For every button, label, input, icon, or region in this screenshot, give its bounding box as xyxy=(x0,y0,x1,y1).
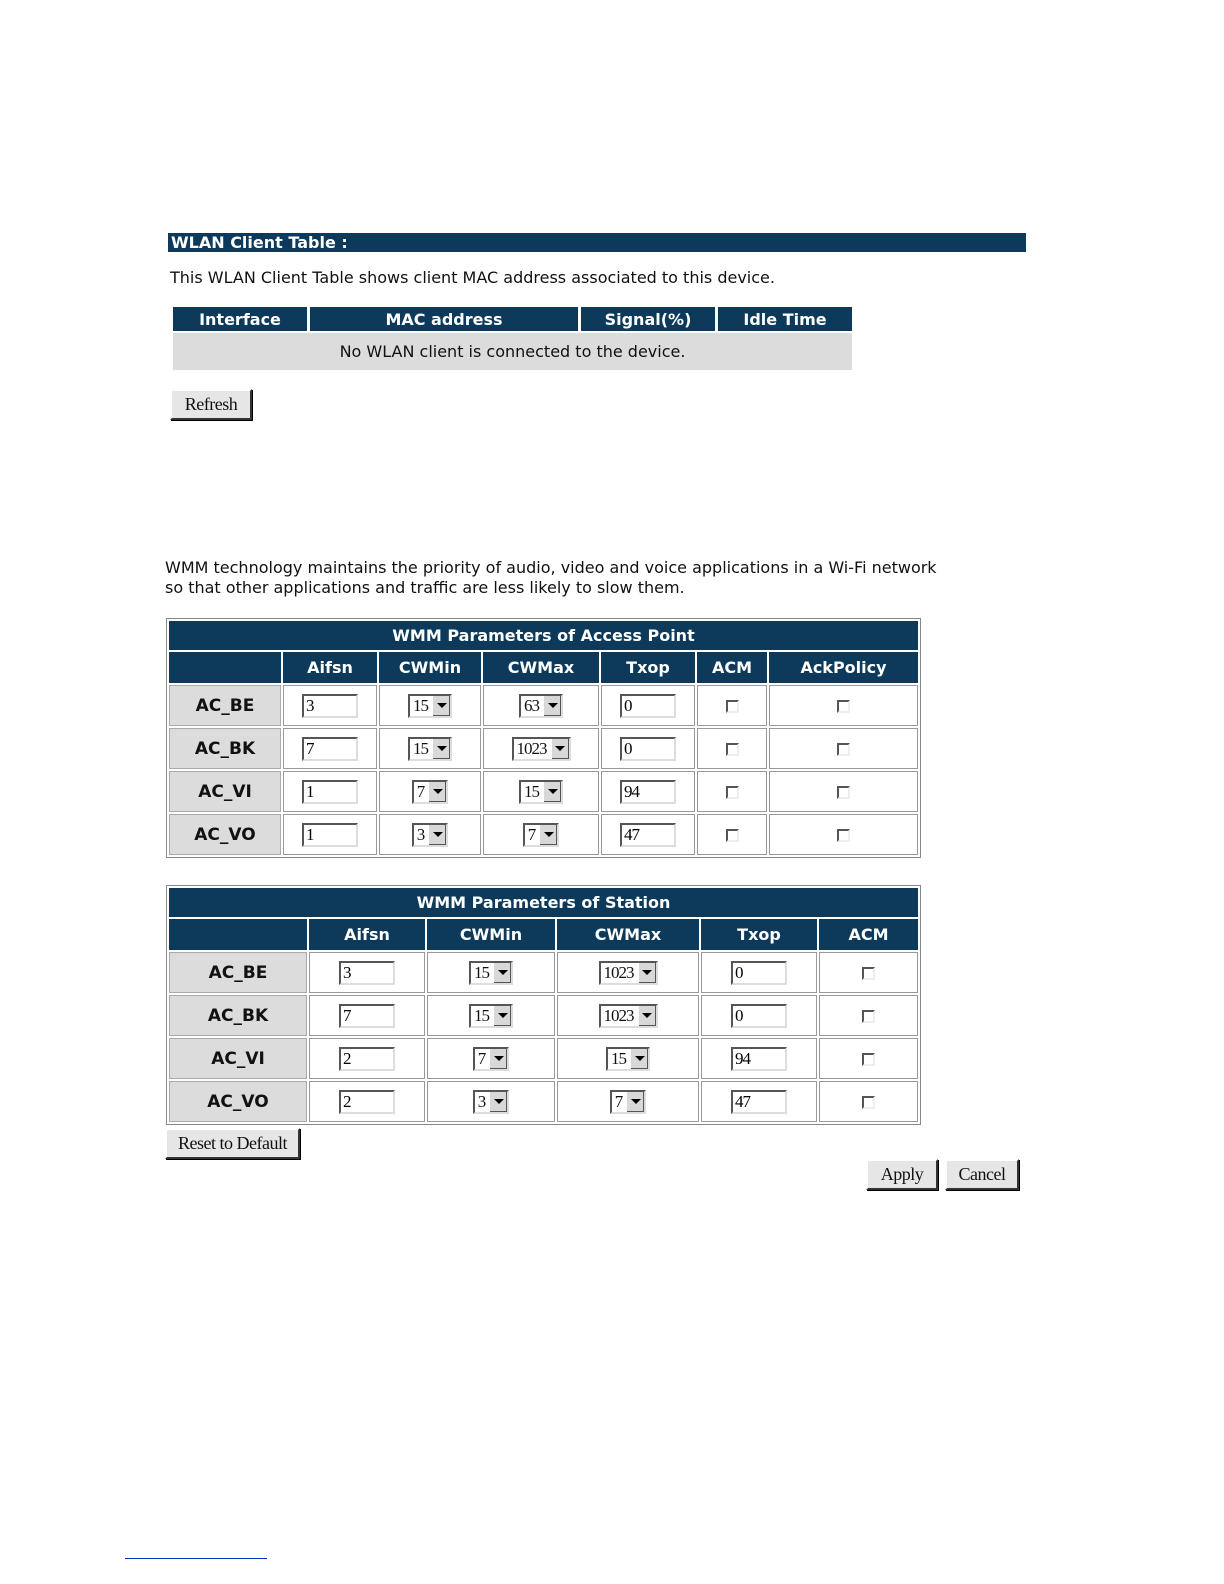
acm-cell xyxy=(819,1081,918,1122)
table-row xyxy=(169,771,918,812)
aifsn-cell xyxy=(309,952,425,993)
cwmin-select-value: 15 xyxy=(413,695,428,715)
cwmax-select-value: 1023 xyxy=(603,1005,634,1025)
aifsn-cell xyxy=(283,685,377,726)
chevron-down-icon[interactable] xyxy=(428,782,446,802)
column-header-interface: Interface xyxy=(173,307,307,333)
chevron-down-icon[interactable] xyxy=(489,1092,507,1112)
chevron-down-icon[interactable] xyxy=(432,739,450,759)
access-category-label: AC_BK xyxy=(169,728,281,769)
aifsn-cell xyxy=(283,728,377,769)
aifsn-cell xyxy=(309,1081,425,1122)
chevron-down-icon[interactable] xyxy=(489,1049,507,1069)
column-header-txop: Txop xyxy=(601,652,695,683)
cwmax-select[interactable] xyxy=(519,694,563,718)
cwmax-cell xyxy=(483,771,599,812)
chevron-down-icon[interactable] xyxy=(638,963,656,983)
aifsn-cell xyxy=(283,771,377,812)
txop-cell xyxy=(701,995,817,1036)
cwmax-select[interactable] xyxy=(599,1004,658,1028)
chevron-down-icon[interactable] xyxy=(543,782,561,802)
aifsn-input[interactable] xyxy=(339,1047,395,1071)
ackpolicy-cell xyxy=(769,814,918,855)
cwmin-cell xyxy=(379,685,481,726)
acm-cell xyxy=(819,1038,918,1079)
cwmin-select[interactable] xyxy=(408,694,452,718)
table-row xyxy=(169,814,918,855)
chevron-down-icon[interactable] xyxy=(539,825,557,845)
acm-checkbox[interactable] xyxy=(726,786,739,799)
cwmax-cell xyxy=(557,1081,699,1122)
txop-input[interactable] xyxy=(731,1047,787,1071)
wmm-description xyxy=(165,558,1025,598)
cwmin-select[interactable] xyxy=(408,737,452,761)
aifsn-input[interactable] xyxy=(339,1090,395,1114)
txop-cell xyxy=(701,952,817,993)
cwmax-select-value: 15 xyxy=(524,781,539,801)
chevron-down-icon[interactable] xyxy=(630,1049,648,1069)
wlan-client-table-description: This WLAN Client Table shows client MAC address associated to this device. xyxy=(170,268,775,287)
acm-checkbox[interactable] xyxy=(726,700,739,713)
cwmax-select-value: 7 xyxy=(527,824,536,844)
cwmin-cell xyxy=(427,952,555,993)
chevron-down-icon[interactable] xyxy=(626,1092,644,1112)
cwmin-cell xyxy=(379,728,481,769)
cwmax-cell xyxy=(483,685,599,726)
column-header-cwmax: CWMax xyxy=(483,652,599,683)
access-category-label: AC_BK xyxy=(169,995,307,1036)
cwmin-select[interactable] xyxy=(473,1047,510,1071)
cwmax-select-value: 1023 xyxy=(603,962,634,982)
aifsn-input[interactable] xyxy=(302,694,358,718)
cwmin-select-value: 3 xyxy=(477,1091,486,1111)
acm-checkbox[interactable] xyxy=(726,743,739,756)
cwmin-select[interactable] xyxy=(412,780,449,804)
access-category-label: AC_BE xyxy=(169,952,307,993)
ackpolicy-checkbox[interactable] xyxy=(837,743,850,756)
cwmax-cell xyxy=(557,995,699,1036)
cwmax-select-value: 63 xyxy=(524,695,539,715)
access-category-label: AC_VI xyxy=(169,1038,307,1079)
cwmax-cell xyxy=(557,1038,699,1079)
txop-input[interactable] xyxy=(731,1090,787,1114)
chevron-down-icon[interactable] xyxy=(493,963,511,983)
apply-button[interactable]: Apply xyxy=(866,1159,938,1190)
ackpolicy-checkbox[interactable] xyxy=(837,786,850,799)
aifsn-input[interactable] xyxy=(302,737,358,761)
cwmin-cell xyxy=(379,814,481,855)
column-header-row-label xyxy=(169,919,307,950)
ackpolicy-cell xyxy=(769,685,918,726)
column-header-acm: ACM xyxy=(819,919,918,950)
txop-cell xyxy=(601,728,695,769)
cwmin-select[interactable] xyxy=(469,961,513,985)
cwmin-cell xyxy=(427,995,555,1036)
acm-cell xyxy=(819,995,918,1036)
column-header-aifsn: Aifsn xyxy=(283,652,377,683)
wmm-ap-parameters-table xyxy=(166,618,921,858)
acm-cell xyxy=(819,952,918,993)
column-header-ackpolicy: AckPolicy xyxy=(769,652,918,683)
ackpolicy-cell xyxy=(769,771,918,812)
wlan-client-table-title: WLAN Client Table : xyxy=(168,233,1026,252)
acm-checkbox[interactable] xyxy=(862,1096,875,1109)
cwmax-select[interactable] xyxy=(512,737,571,761)
aifsn-input[interactable] xyxy=(339,1004,395,1028)
column-header-mac-address: MAC address xyxy=(310,307,578,333)
access-category-label: AC_VO xyxy=(169,1081,307,1122)
acm-cell xyxy=(697,771,767,812)
cwmax-cell xyxy=(483,728,599,769)
cwmax-select-value: 1023 xyxy=(516,738,547,758)
table-row xyxy=(169,952,918,993)
ackpolicy-checkbox[interactable] xyxy=(837,700,850,713)
access-category-label: AC_VO xyxy=(169,814,281,855)
cwmax-select[interactable] xyxy=(599,961,658,985)
cwmin-select-value: 7 xyxy=(477,1048,486,1068)
acm-cell xyxy=(697,814,767,855)
txop-cell xyxy=(701,1038,817,1079)
cwmax-select[interactable] xyxy=(523,823,560,847)
cwmin-select-value: 15 xyxy=(474,1005,489,1025)
column-header-signal: Signal(%) xyxy=(581,307,715,333)
txop-input[interactable] xyxy=(731,961,787,985)
cancel-button[interactable]: Cancel xyxy=(945,1159,1019,1190)
cwmax-select[interactable] xyxy=(519,780,563,804)
cwmax-select-value: 15 xyxy=(611,1048,626,1068)
cwmin-cell xyxy=(427,1081,555,1122)
acm-cell xyxy=(697,728,767,769)
wmm-station-parameters-table xyxy=(166,885,921,1125)
acm-checkbox[interactable] xyxy=(862,967,875,980)
wlan-client-table xyxy=(170,307,855,370)
cwmax-select[interactable] xyxy=(606,1047,650,1071)
table-row xyxy=(169,995,918,1036)
cwmin-select[interactable] xyxy=(412,823,449,847)
aifsn-input[interactable] xyxy=(339,961,395,985)
chevron-down-icon[interactable] xyxy=(428,825,446,845)
ackpolicy-checkbox[interactable] xyxy=(837,829,850,842)
aifsn-cell xyxy=(283,814,377,855)
txop-input[interactable] xyxy=(731,1004,787,1028)
acm-checkbox[interactable] xyxy=(862,1010,875,1023)
acm-checkbox[interactable] xyxy=(862,1053,875,1066)
column-header-idle-time: Idle Time xyxy=(718,307,852,333)
cwmax-cell xyxy=(483,814,599,855)
cwmax-select-value: 7 xyxy=(614,1091,623,1111)
txop-input[interactable] xyxy=(620,823,676,847)
ackpolicy-cell xyxy=(769,728,918,769)
access-category-label: AC_BE xyxy=(169,685,281,726)
reset-to-default-button[interactable]: Reset to Default xyxy=(165,1128,300,1159)
cwmin-select[interactable] xyxy=(469,1004,513,1028)
txop-input[interactable] xyxy=(620,694,676,718)
chevron-down-icon[interactable] xyxy=(493,1006,511,1026)
txop-cell xyxy=(601,685,695,726)
cwmin-cell xyxy=(379,771,481,812)
cwmin-select-value: 3 xyxy=(416,824,425,844)
column-header-cwmin: CWMin xyxy=(427,919,555,950)
aifsn-cell xyxy=(309,995,425,1036)
chevron-down-icon[interactable] xyxy=(543,696,561,716)
refresh-button[interactable]: Refresh xyxy=(170,389,252,420)
cwmin-select-value: 7 xyxy=(416,781,425,801)
cwmin-cell xyxy=(427,1038,555,1079)
table-row xyxy=(169,728,918,769)
cwmin-select-value: 15 xyxy=(474,962,489,982)
txop-cell xyxy=(701,1081,817,1122)
txop-input[interactable] xyxy=(620,737,676,761)
no-client-message: No WLAN client is connected to the device. xyxy=(173,333,852,370)
cwmax-select[interactable] xyxy=(610,1090,647,1114)
table-row xyxy=(169,685,918,726)
access-category-label: AC_VI xyxy=(169,771,281,812)
table-row xyxy=(169,1038,918,1079)
column-header-cwmin: CWMin xyxy=(379,652,481,683)
cwmax-cell xyxy=(557,952,699,993)
column-header-txop: Txop xyxy=(701,919,817,950)
aifsn-input[interactable] xyxy=(302,780,358,804)
txop-cell xyxy=(601,771,695,812)
footer-rule xyxy=(125,1558,267,1559)
chevron-down-icon[interactable] xyxy=(432,696,450,716)
txop-cell xyxy=(601,814,695,855)
aifsn-cell xyxy=(309,1038,425,1079)
wmm-station-table-title: WMM Parameters of Station xyxy=(169,888,918,917)
wmm-ap-table-title: WMM Parameters of Access Point xyxy=(169,621,918,650)
cwmin-select-value: 15 xyxy=(413,738,428,758)
column-header-acm: ACM xyxy=(697,652,767,683)
wmm-description-line-1: WMM technology maintains the priority of audio, video and voice applications in a Wi-Fi network xyxy=(165,558,937,577)
wmm-description-line-2: so that other applications and traffic are less likely to slow them. xyxy=(165,578,685,597)
txop-input[interactable] xyxy=(620,780,676,804)
column-header-cwmax: CWMax xyxy=(557,919,699,950)
column-header-row-label xyxy=(169,652,281,683)
column-header-aifsn: Aifsn xyxy=(309,919,425,950)
table-row xyxy=(169,1081,918,1122)
acm-checkbox[interactable] xyxy=(726,829,739,842)
aifsn-input[interactable] xyxy=(302,823,358,847)
chevron-down-icon[interactable] xyxy=(638,1006,656,1026)
acm-cell xyxy=(697,685,767,726)
cwmin-select[interactable] xyxy=(473,1090,510,1114)
chevron-down-icon[interactable] xyxy=(551,739,569,759)
